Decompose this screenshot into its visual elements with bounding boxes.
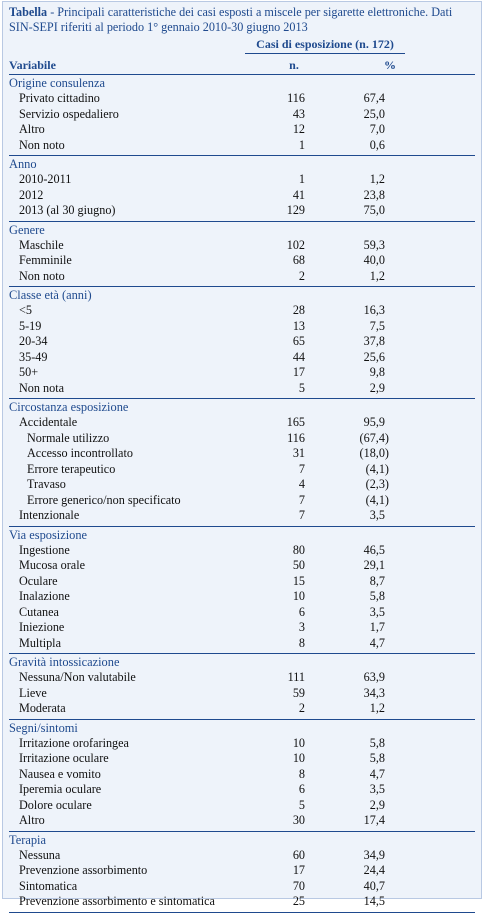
row-label: Prevenzione assorbimento — [19, 863, 148, 877]
row-label: 2010-2011 — [19, 172, 72, 186]
table-row — [9, 334, 475, 350]
row-count: 80 — [292, 542, 305, 557]
row-count: 129 — [286, 203, 305, 217]
row-percent: 8,7 — [369, 573, 385, 588]
row-percent: 63,9 — [363, 670, 385, 684]
section-title: Gravità intossicazione — [9, 655, 120, 669]
row-count: 7 — [298, 508, 305, 522]
row-count: 7 — [298, 461, 305, 476]
row-percent: 25,0 — [363, 106, 385, 121]
table-row — [9, 462, 475, 478]
table-row — [9, 736, 475, 752]
table-row — [9, 415, 475, 431]
table-section — [9, 75, 475, 156]
table-section — [9, 832, 475, 913]
row-percent: 3,5 — [369, 604, 385, 619]
row-label: Iniezione — [19, 620, 65, 634]
row-count: 116 — [287, 430, 305, 445]
row-label: Irritazione orofaringea — [19, 735, 129, 750]
table-row — [9, 477, 475, 493]
row-count: 2 — [298, 701, 305, 715]
table-section — [9, 399, 475, 527]
table-row — [9, 303, 475, 319]
row-count: 165 — [286, 415, 305, 429]
row-label: Femminile — [19, 253, 72, 267]
row-percent: 46,5 — [363, 542, 385, 557]
table-row — [9, 670, 475, 686]
row-count: 60 — [292, 847, 305, 862]
table-row — [9, 381, 475, 397]
row-label: Non nota — [19, 380, 65, 395]
table-row — [9, 558, 475, 574]
row-label: Iperemia oculare — [19, 782, 102, 796]
row-label: Nessuna/Non valutabile — [19, 670, 136, 684]
row-percent: (4,1) — [365, 461, 389, 476]
row-percent: 37,8 — [363, 334, 385, 348]
row-label: 2013 (al 30 giugno) — [19, 203, 116, 217]
caption-label: Tabella — [9, 5, 48, 19]
row-percent: 4,7 — [369, 635, 385, 650]
table-row — [9, 701, 475, 717]
row-label: 35-49 — [19, 349, 48, 364]
row-count: 102 — [286, 237, 305, 252]
row-count: 2 — [298, 268, 305, 283]
row-label: 5-19 — [19, 318, 42, 333]
table-row — [9, 543, 475, 559]
row-count: 43 — [292, 106, 305, 121]
row-label: Non noto — [19, 137, 65, 152]
row-count: 59 — [292, 685, 305, 700]
row-percent: (67,4) — [359, 430, 389, 445]
row-percent: 34,3 — [363, 685, 385, 700]
table-row — [9, 863, 475, 879]
row-count: 13 — [292, 318, 305, 333]
row-label: Errore generico/non specificato — [27, 492, 181, 507]
row-percent: 14,5 — [363, 894, 385, 908]
row-percent: 3,5 — [369, 782, 385, 796]
row-percent: 59,3 — [363, 237, 385, 252]
row-count: 65 — [292, 334, 305, 348]
row-percent: 17,4 — [363, 813, 385, 827]
row-percent: 29,1 — [363, 558, 385, 572]
row-label: Non noto — [19, 268, 65, 283]
row-label: Accidentale — [19, 415, 78, 429]
row-label: Maschile — [19, 237, 64, 252]
section-title: Terapia — [9, 832, 46, 847]
table-row — [9, 493, 475, 509]
table-row — [9, 446, 475, 462]
table-row — [9, 767, 475, 783]
row-label: Servizio ospedaliero — [19, 106, 119, 121]
row-percent: 2,9 — [369, 380, 385, 395]
row-percent: (18,0) — [359, 446, 389, 460]
row-count: 15 — [292, 573, 305, 588]
row-percent: 9,8 — [369, 365, 385, 379]
table-row — [9, 122, 475, 138]
table-row — [9, 620, 475, 636]
row-percent: 1,2 — [369, 268, 385, 283]
row-label: 50+ — [19, 365, 39, 379]
row-label: Prevenzione assorbimento e sintomatica — [19, 894, 215, 908]
table-row — [9, 91, 475, 107]
row-percent: 1,2 — [369, 172, 385, 186]
table-row — [9, 605, 475, 621]
row-label: Dolore oculare — [19, 797, 92, 812]
row-percent: 5,8 — [369, 751, 385, 765]
row-label: Privato cittadino — [19, 91, 100, 105]
section-title: Classe età (anni) — [9, 288, 92, 302]
row-label: Inalazione — [19, 589, 70, 603]
table-row — [9, 686, 475, 702]
table-section — [9, 222, 475, 288]
caption-text: - Principali caratteristiche dei casi esposti a miscele per sigarette elettroniche. Dati SIN-SEPI riferiti al periodo 1° gennaio 2010-30 giugno 2013 — [9, 5, 453, 34]
row-count: 31 — [292, 446, 305, 460]
table-row — [9, 636, 475, 652]
row-percent: (2,3) — [365, 477, 389, 491]
row-label: 20-34 — [19, 334, 48, 348]
row-label: Travaso — [27, 477, 66, 491]
row-percent: 67,4 — [363, 91, 385, 105]
row-count: 4 — [298, 477, 305, 491]
row-count: 10 — [292, 589, 305, 603]
row-count: 1 — [298, 137, 305, 152]
table-section — [9, 156, 475, 222]
row-percent: 5,8 — [369, 589, 385, 603]
row-label: Errore terapeutico — [27, 461, 116, 476]
row-label: Multipla — [19, 635, 61, 650]
row-count: 111 — [287, 670, 305, 684]
header-group: Casi di esposizione (n. 172) — [245, 37, 405, 54]
table-row — [9, 238, 475, 254]
row-label: Altro — [19, 813, 45, 827]
row-count: 5 — [298, 380, 305, 395]
row-count: 1 — [298, 172, 305, 186]
row-count: 8 — [298, 635, 305, 650]
row-percent: 24,4 — [363, 863, 385, 877]
row-percent: 40,7 — [363, 878, 385, 893]
section-title: Circostanza esposizione — [9, 400, 129, 414]
row-percent: 75,0 — [363, 203, 385, 217]
row-percent: 3,5 — [369, 508, 385, 522]
row-count: 17 — [292, 365, 305, 379]
row-count: 50 — [292, 558, 305, 572]
row-label: Ingestione — [19, 542, 70, 557]
row-count: 70 — [292, 878, 305, 893]
row-count: 12 — [292, 122, 305, 136]
row-label: Cutanea — [19, 604, 59, 619]
table-row — [9, 431, 475, 447]
row-count: 6 — [298, 604, 305, 619]
row-label: Oculare — [19, 573, 58, 588]
table-row — [9, 798, 475, 814]
table-row — [9, 107, 475, 123]
row-count: 41 — [292, 187, 305, 202]
table-row — [9, 751, 475, 767]
row-percent: 25,6 — [363, 349, 385, 364]
row-count: 7 — [298, 492, 305, 507]
row-label: Nessuna — [19, 847, 61, 862]
table-row — [9, 574, 475, 590]
header-n: n. — [289, 58, 299, 72]
row-percent: 4,7 — [369, 766, 385, 781]
section-title: Segni/sintomi — [9, 720, 78, 735]
table-row — [9, 813, 475, 829]
table-caption — [3, 2, 481, 34]
row-label: Intenzionale — [19, 508, 80, 522]
row-label: Mucosa orale — [19, 558, 85, 572]
row-count: 6 — [298, 782, 305, 796]
row-label: Sintomatica — [19, 878, 78, 893]
table-row — [9, 589, 475, 605]
table-row — [9, 508, 475, 524]
row-label: Normale utilizzo — [27, 430, 110, 445]
row-label: Irritazione oculare — [19, 751, 109, 765]
row-percent: 7,5 — [369, 318, 385, 333]
row-percent: 95,9 — [363, 415, 385, 429]
table-row — [9, 350, 475, 366]
row-count: 8 — [298, 766, 305, 781]
row-count: 116 — [287, 91, 305, 105]
row-label: Altro — [19, 122, 45, 136]
row-percent: 1,2 — [369, 701, 385, 715]
row-label: <5 — [19, 303, 32, 317]
row-percent: 34,9 — [363, 847, 385, 862]
table-section — [9, 287, 475, 399]
table-row — [9, 879, 475, 895]
section-title: Genere — [9, 222, 45, 237]
row-label: Accesso incontrollato — [27, 446, 133, 460]
table-section — [9, 527, 475, 655]
row-label: Moderata — [19, 701, 66, 715]
row-count: 44 — [292, 349, 305, 364]
row-label: Lieve — [19, 685, 47, 700]
table-row — [9, 253, 475, 269]
column-header — [9, 34, 475, 75]
row-count: 17 — [292, 863, 305, 877]
table-body — [3, 75, 481, 913]
row-percent: 5,8 — [369, 735, 385, 750]
table-row — [9, 319, 475, 335]
header-variable: Variabile — [9, 58, 56, 72]
table-row — [9, 188, 475, 204]
row-count: 3 — [298, 620, 305, 634]
table-row — [9, 172, 475, 188]
table-row — [9, 138, 475, 154]
row-percent: 2,9 — [369, 797, 385, 812]
section-title: Via esposizione — [9, 527, 88, 542]
row-percent: 7,0 — [369, 122, 385, 136]
row-percent: 40,0 — [363, 253, 385, 267]
row-percent: 16,3 — [363, 303, 385, 317]
row-count: 25 — [292, 894, 305, 908]
row-percent: (4,1) — [365, 492, 389, 507]
table-section — [9, 720, 475, 832]
row-label: Nausea e vomito — [19, 766, 101, 781]
row-count: 30 — [292, 813, 305, 827]
section-title: Origine consulenza — [9, 76, 105, 90]
row-count: 5 — [298, 797, 305, 812]
table-row — [9, 269, 475, 285]
row-label: 2012 — [19, 187, 44, 202]
table-section — [9, 654, 475, 720]
header-pct: % — [384, 58, 396, 72]
table-row — [9, 365, 475, 381]
row-count: 10 — [292, 751, 305, 765]
section-title: Anno — [9, 157, 37, 171]
table-panel — [2, 1, 482, 908]
row-percent: 1,7 — [369, 620, 385, 634]
row-count: 10 — [292, 735, 305, 750]
table-row — [9, 848, 475, 864]
row-count: 28 — [292, 303, 305, 317]
table-row — [9, 782, 475, 798]
row-percent: 23,8 — [363, 187, 385, 202]
row-percent: 0,6 — [369, 137, 385, 152]
row-count: 68 — [292, 253, 305, 267]
table-row — [9, 203, 475, 219]
